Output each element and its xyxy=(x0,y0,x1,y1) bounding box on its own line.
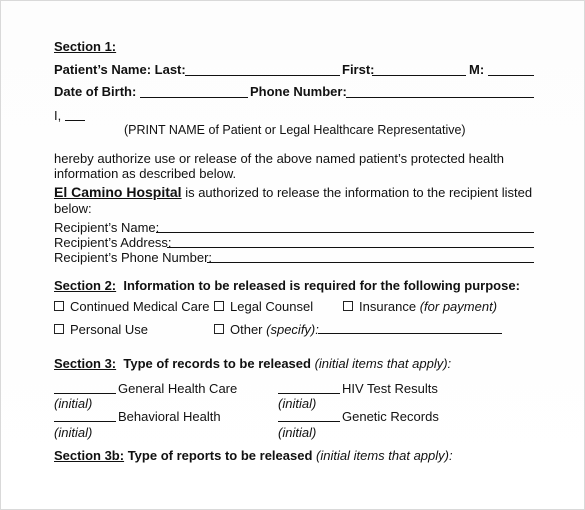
section3b-heading-text: Type of reports to be released xyxy=(127,448,313,463)
phone-field[interactable] xyxy=(346,97,534,98)
initial-caption: (initial) xyxy=(54,396,93,411)
option-label: Other xyxy=(230,322,263,337)
option-label: Legal Counsel xyxy=(230,299,314,314)
option-continued-medical-care[interactable] xyxy=(54,299,209,314)
recipient-phone-field[interactable] xyxy=(207,262,534,263)
last-name-field[interactable] xyxy=(185,75,340,76)
checkbox-icon[interactable] xyxy=(214,324,224,334)
option-note: (specify): xyxy=(266,322,319,337)
dob-field[interactable] xyxy=(140,97,248,98)
section3-heading-note: (initial items that apply): xyxy=(314,356,452,371)
initial-caption: (initial) xyxy=(278,396,317,411)
section1-heading: Section 1: xyxy=(54,39,117,54)
recipient-phone-label: Recipient’s Phone Number: xyxy=(54,250,213,265)
checkbox-icon[interactable] xyxy=(54,301,64,311)
release-statement xyxy=(54,184,532,202)
phone-label: Phone Number: xyxy=(250,84,347,99)
checkbox-icon[interactable] xyxy=(343,301,353,311)
representative-name-field[interactable] xyxy=(65,120,85,121)
record-behavioral-health: Behavioral Health xyxy=(118,409,221,424)
authorize-text-line2: information as described below. xyxy=(54,166,237,181)
section3-heading: Section 3: xyxy=(54,356,117,371)
release-text: is authorized to release the information to the recipient listed xyxy=(181,185,533,200)
initial-caption: (initial) xyxy=(278,425,317,440)
middle-initial-field[interactable] xyxy=(488,75,534,76)
option-other[interactable] xyxy=(214,322,319,337)
recipient-name-label: Recipient’s Name: xyxy=(54,220,160,235)
section2-heading: Section 2: xyxy=(54,278,117,293)
record-genetic: Genetic Records xyxy=(342,409,439,424)
option-legal-counsel[interactable] xyxy=(214,299,313,314)
first-name-field[interactable] xyxy=(372,75,466,76)
print-name-caption: (PRINT NAME of Patient or Legal Healthcare Representative) xyxy=(124,123,466,137)
middle-initial-label: M: xyxy=(469,62,485,77)
section3b-heading: Section 3b: xyxy=(54,448,125,463)
section3b-header xyxy=(54,448,453,463)
initial-field-behavioral[interactable] xyxy=(54,421,116,422)
hospital-name: El Camino Hospital xyxy=(54,184,182,200)
dob-label: Date of Birth: xyxy=(54,84,137,99)
release-text-continued: below: xyxy=(54,201,92,216)
patient-name-label: Patient’s Name: Last: xyxy=(54,62,186,77)
section2-heading-text: Information to be released is required for the following purpose: xyxy=(123,278,520,293)
first-name-label: First: xyxy=(342,62,375,77)
recipient-address-field[interactable] xyxy=(167,247,534,248)
checkbox-icon[interactable] xyxy=(214,301,224,311)
initial-field-general-health[interactable] xyxy=(54,393,116,394)
option-personal-use[interactable] xyxy=(54,322,148,337)
recipient-address-label: Recipient’s Address: xyxy=(54,235,172,250)
section2-header xyxy=(54,278,520,293)
authorize-text-line1: hereby authorize use or release of the above named patient’s protected health xyxy=(54,151,505,166)
checkbox-icon[interactable] xyxy=(54,324,64,334)
section3-header xyxy=(54,356,451,371)
record-general-health: General Health Care xyxy=(118,381,238,396)
option-label: Personal Use xyxy=(70,322,149,337)
section3b-heading-note: (initial items that apply): xyxy=(316,448,453,463)
option-label: Continued Medical Care xyxy=(70,299,210,314)
initial-field-hiv[interactable] xyxy=(278,393,340,394)
option-label: Insurance xyxy=(359,299,417,314)
option-note: (for payment) xyxy=(419,299,498,314)
initial-caption: (initial) xyxy=(54,425,93,440)
record-hiv-test: HIV Test Results xyxy=(342,381,438,396)
section3-heading-text: Type of records to be released xyxy=(123,356,311,371)
option-insurance[interactable] xyxy=(343,299,497,314)
other-specify-field[interactable] xyxy=(318,333,502,334)
initial-field-genetic[interactable] xyxy=(278,421,340,422)
recipient-name-field[interactable] xyxy=(156,232,534,233)
i-label: I, xyxy=(54,108,62,123)
